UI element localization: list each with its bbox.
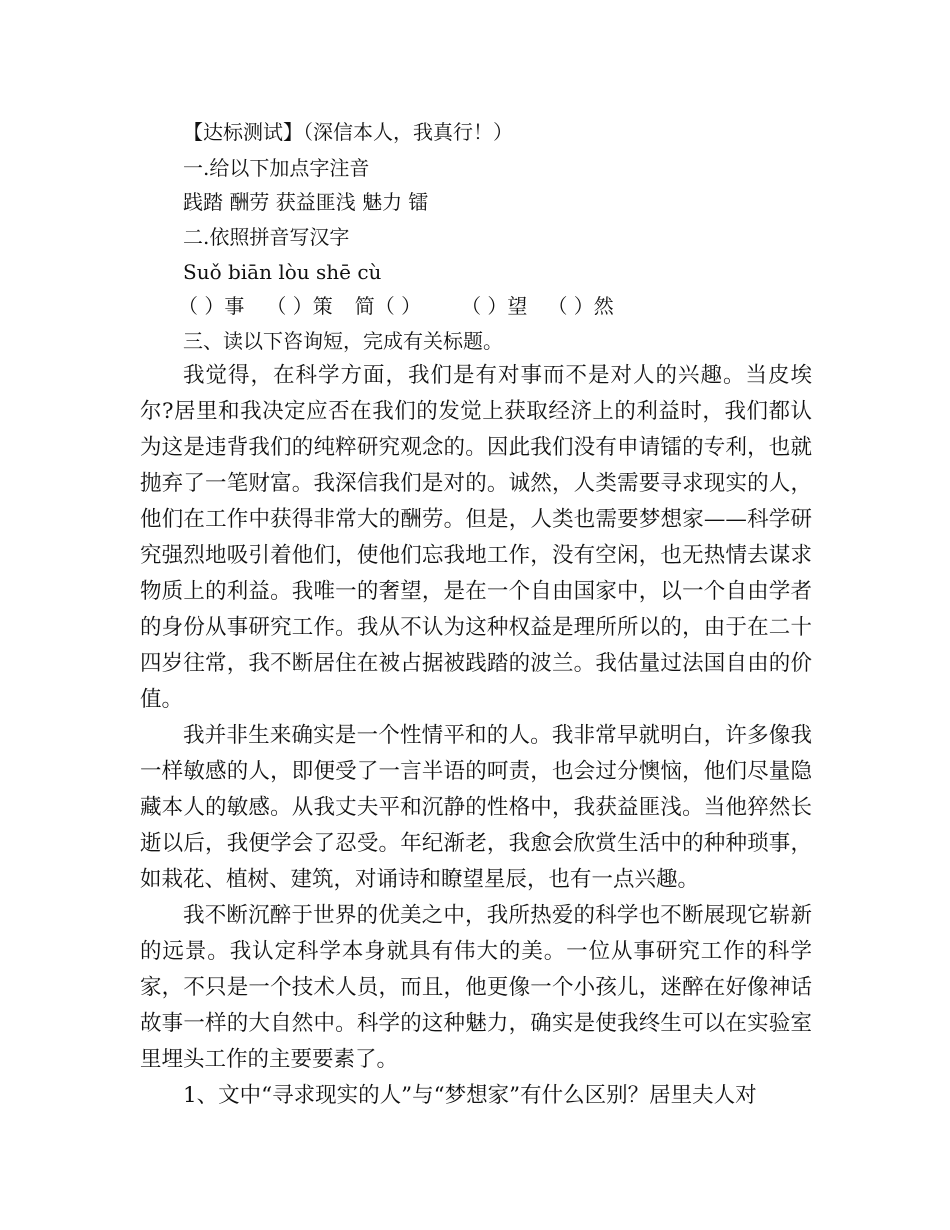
passage-paragraph: 我并非生来确实是一个性情平和的人。我非常早就明白，许多像我一样敏感的人，即便受了一言半语的呵责，也会过分懊恼，他们尽量隐藏本人的敏感。从我丈夫平和沉静的性格中，我获益匪浅。当他猝然长逝以后，我便学会了忍受。年纪渐老，我愈会欣赏生活中的种种琐事，如栽花、植树、建筑，对诵诗和瞭望星辰，也有一点兴趣。 bbox=[140, 723, 812, 892]
q2-heading: 二.依照拼音写汉字 bbox=[183, 225, 350, 249]
question-1: 1、文中“寻求现实的人”与“梦想家”有什么区别？居里夫人对 bbox=[183, 1083, 757, 1108]
q3-heading: 三、读以下咨询短，完成有关标题。 bbox=[183, 329, 503, 353]
blank-item: （ ）事 bbox=[178, 294, 245, 318]
passage-paragraph: 我不断沉醉于世界的优美之中，我所热爱的科学也不断展现它崭新的远景。我认定科学本身就具有伟大的美。一位从事研究工作的科学家，不只是一个技术人员，而且，他更像一个小孩儿，迷醉在好像神话故事一样的大自然中。科学的这种魅力，确实是使我终生可以在实验室里埋头工作的主要要素了。 bbox=[140, 903, 812, 1072]
q2-blanks bbox=[178, 294, 614, 318]
passage-paragraph: 我觉得，在科学方面，我们是有对事而不是对人的兴趣。当皮埃尔?居里和我决定应否在我们的发觉上获取经济上的利益时，我们都认为这是违背我们的纯粹研究观念的。因此我们没有申请镭的专利，也就抛弃了一笔财富。我深信我们是对的。诚然，人类需要寻求现实的人，他们在工作中获得非常大的酬劳。但是，人类也需要梦想家——科学研究强烈地吸引着他们，使他们忘我地工作，没有空闲，也无热情去谋求物质上的利益。我唯一的奢望，是在一个自由国家中，以一个自由学者的身份从事研究工作。我从不认为这种权益是理所所以的，由于在二十四岁往常，我不断居住在被占据被践踏的波兰。我估量过法国自由的价值。 bbox=[140, 363, 812, 712]
blank-item: （ ）策 bbox=[266, 294, 333, 318]
reading-passage bbox=[140, 358, 812, 1114]
q1-heading: 一.给以下加点字注音 bbox=[183, 156, 370, 180]
section-title: 【达标测试】（深信本人，我真行！） bbox=[183, 120, 513, 144]
blank-item: 简（ ） bbox=[354, 294, 422, 318]
q2-pinyin: Suǒ biān lòu shē cù bbox=[183, 260, 382, 284]
q1-words: 践踏 酬劳 获益匪浅 魅力 镭 bbox=[183, 190, 429, 214]
blank-item: （ ）望 bbox=[461, 294, 528, 318]
blank-item: （ ）然 bbox=[547, 294, 614, 318]
